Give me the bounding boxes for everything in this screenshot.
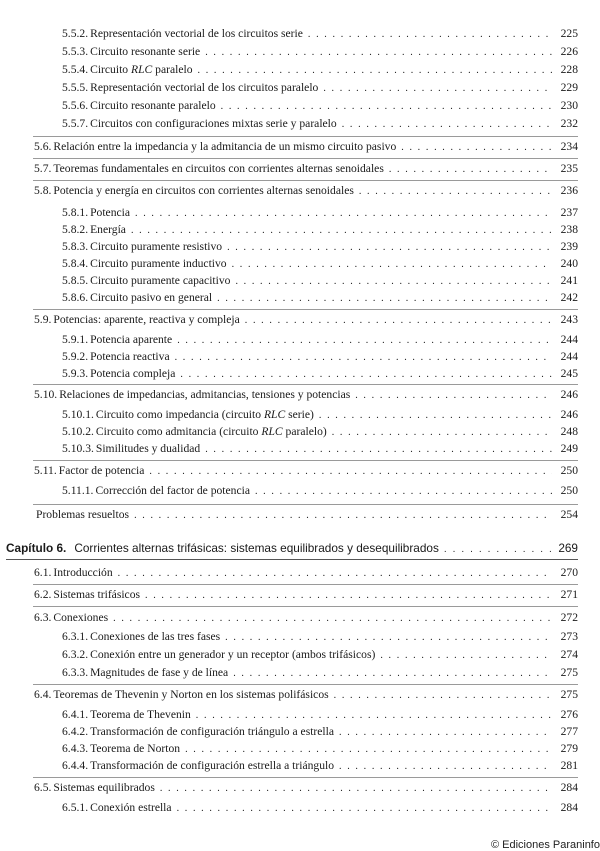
toc-title: Conexiones de las tres fases bbox=[90, 630, 221, 643]
toc-page: 249 bbox=[560, 442, 578, 455]
toc-page: 244 bbox=[560, 350, 578, 363]
toc-entry[interactable] bbox=[62, 665, 578, 681]
toc-title: Potencia aparente bbox=[90, 333, 173, 346]
toc-number: 5.8. bbox=[34, 184, 52, 197]
section-divider bbox=[33, 309, 578, 310]
toc-number: 6.4.3. bbox=[62, 742, 89, 755]
toc-page: 274 bbox=[560, 648, 578, 661]
toc-number: 5.9.3. bbox=[62, 367, 89, 380]
toc-page: 246 bbox=[560, 408, 578, 421]
toc-title: Teorema de Norton bbox=[90, 742, 181, 755]
toc-leader bbox=[339, 759, 552, 775]
toc-title: Representación vectorial de los circuitos serie bbox=[90, 27, 303, 40]
toc-entry[interactable] bbox=[62, 707, 578, 723]
toc-page: 240 bbox=[560, 257, 578, 270]
toc-title: Representación vectorial de los circuitos paralelo bbox=[90, 81, 319, 94]
toc-title: Sistemas trifásicos bbox=[53, 588, 141, 601]
chapter-number: Capítulo 6. bbox=[6, 541, 67, 555]
toc-leader bbox=[332, 425, 552, 441]
toc-leader bbox=[205, 45, 552, 61]
section-divider bbox=[33, 777, 578, 778]
toc-leader bbox=[118, 566, 552, 582]
toc-leader bbox=[308, 27, 552, 43]
toc-title: Potencia bbox=[90, 206, 131, 219]
toc-leader bbox=[221, 99, 552, 115]
toc-number: 5.8.3. bbox=[62, 240, 89, 253]
toc-page: 242 bbox=[560, 291, 578, 304]
toc-page: 284 bbox=[560, 801, 578, 814]
toc-number: 6.4.1. bbox=[62, 708, 89, 721]
toc-leader bbox=[177, 801, 552, 817]
toc-page: 279 bbox=[560, 742, 578, 755]
toc-entry[interactable] bbox=[34, 463, 578, 479]
toc-title: Factor de potencia bbox=[58, 464, 145, 477]
section-divider bbox=[33, 136, 578, 137]
toc-entry[interactable] bbox=[34, 610, 578, 626]
toc-entry[interactable] bbox=[62, 800, 578, 816]
toc-entry[interactable] bbox=[62, 44, 578, 60]
toc-page: 239 bbox=[560, 240, 578, 253]
toc-number: 5.5.3. bbox=[62, 45, 89, 58]
toc-entry[interactable] bbox=[34, 387, 578, 403]
toc-title: Teoremas de Thevenin y Norton en los sistemas polifásicos bbox=[53, 688, 329, 701]
toc-page: 250 bbox=[560, 484, 578, 497]
toc-leader bbox=[185, 742, 552, 758]
toc-title: Relación entre la impedancia y la admitancia de un mismo circuito pasivo bbox=[53, 140, 397, 153]
toc-title: Potencia reactiva bbox=[90, 350, 170, 363]
publisher-footer: © Ediciones Paraninfo bbox=[490, 839, 600, 851]
toc-number: 6.4.2. bbox=[62, 725, 89, 738]
toc-title: Conexión estrella bbox=[90, 801, 172, 814]
toc-number: 5.10.2. bbox=[62, 425, 94, 438]
chapter-divider bbox=[6, 559, 578, 560]
toc-entry[interactable] bbox=[62, 290, 578, 306]
toc-entry[interactable] bbox=[62, 80, 578, 96]
toc-number: 5.10. bbox=[34, 388, 58, 401]
toc-title: Transformación de configuración triángulo a estrella bbox=[90, 725, 335, 738]
toc-title: Magnitudes de fase y de línea bbox=[90, 666, 229, 679]
toc-leader bbox=[227, 240, 552, 256]
toc-title: Circuito como admitancia (circuito RLC paralelo) bbox=[95, 425, 327, 438]
toc-entry[interactable] bbox=[62, 366, 578, 382]
section-divider bbox=[33, 584, 578, 585]
toc-entry[interactable] bbox=[34, 507, 578, 523]
toc-entry[interactable] bbox=[62, 26, 578, 42]
toc-page: 250 bbox=[560, 464, 578, 477]
toc-entry[interactable] bbox=[62, 222, 578, 238]
toc-number: 5.8.1. bbox=[62, 206, 89, 219]
toc-number: 6.3.2. bbox=[62, 648, 89, 661]
toc-title: Potencia y energía en circuitos con corrientes alternas senoidales bbox=[53, 184, 354, 197]
toc-page: 225 bbox=[560, 27, 578, 40]
toc-entry[interactable] bbox=[62, 349, 578, 365]
toc-page: 271 bbox=[560, 588, 578, 601]
toc-page: 270 bbox=[560, 566, 578, 579]
toc-number: 5.8.6. bbox=[62, 291, 89, 304]
toc-title: Circuito puramente resistivo bbox=[90, 240, 223, 253]
toc-number: 5.9.2. bbox=[62, 350, 89, 363]
toc-page: 248 bbox=[560, 425, 578, 438]
toc-number: 6.4.4. bbox=[62, 759, 89, 772]
toc-page: 254 bbox=[560, 508, 578, 521]
toc-number: 5.7. bbox=[34, 162, 52, 175]
toc-leader bbox=[319, 408, 552, 424]
toc-page: 244 bbox=[560, 333, 578, 346]
toc-page: 275 bbox=[560, 666, 578, 679]
toc-leader bbox=[145, 588, 552, 604]
toc-entry[interactable] bbox=[34, 312, 578, 328]
toc-page: 272 bbox=[560, 611, 578, 624]
toc-leader bbox=[177, 333, 552, 349]
toc-title: Corrección del factor de potencia bbox=[95, 484, 250, 497]
toc-number: 6.1. bbox=[34, 566, 52, 579]
toc-title: Circuito resonante paralelo bbox=[90, 99, 216, 112]
toc-page: 236 bbox=[560, 184, 578, 197]
section-divider bbox=[33, 384, 578, 385]
toc-leader bbox=[255, 484, 552, 500]
toc-title: Conexiones bbox=[53, 611, 109, 624]
toc-entry[interactable] bbox=[34, 161, 578, 177]
toc-entry[interactable] bbox=[62, 741, 578, 757]
toc-number: 5.8.5. bbox=[62, 274, 89, 287]
toc-title: Teoremas fundamentales en circuitos con corrientes alternas senoidales bbox=[53, 162, 384, 175]
toc-entry[interactable] bbox=[62, 332, 578, 348]
toc-page: 246 bbox=[560, 388, 578, 401]
toc-leader bbox=[205, 442, 552, 458]
toc-title: Circuito RLC paralelo bbox=[90, 63, 193, 76]
toc-page: 226 bbox=[560, 45, 578, 58]
toc-number: 6.2. bbox=[34, 588, 52, 601]
section-divider bbox=[33, 158, 578, 159]
toc-entry[interactable] bbox=[62, 629, 578, 645]
toc-entry[interactable] bbox=[62, 273, 578, 289]
toc-entry[interactable] bbox=[34, 183, 578, 199]
toc-title: Circuito pasivo en general bbox=[90, 291, 213, 304]
toc-page: 275 bbox=[560, 688, 578, 701]
toc-leader bbox=[233, 666, 552, 682]
toc-number: 5.9.1. bbox=[62, 333, 89, 346]
toc-entry[interactable] bbox=[62, 205, 578, 221]
toc-entry[interactable] bbox=[62, 724, 578, 740]
toc-entry[interactable] bbox=[62, 98, 578, 114]
toc-entry[interactable] bbox=[34, 780, 578, 796]
toc-leader bbox=[175, 350, 552, 366]
toc-title: Energía bbox=[90, 223, 126, 236]
toc-number: 5.5.5. bbox=[62, 81, 89, 94]
toc-title: Circuito puramente capacitivo bbox=[90, 274, 231, 287]
toc-page: 243 bbox=[560, 313, 578, 326]
toc-entry[interactable] bbox=[62, 483, 578, 499]
toc-number: 5.5.6. bbox=[62, 99, 89, 112]
toc-leader bbox=[135, 206, 552, 222]
toc-leader bbox=[160, 781, 552, 797]
section-divider bbox=[33, 504, 578, 505]
toc-title: Transformación de configuración estrella a triángulo bbox=[90, 759, 335, 772]
toc-number: 5.10.1. bbox=[62, 408, 94, 421]
toc-leader bbox=[180, 367, 552, 383]
toc-page: 237 bbox=[560, 206, 578, 219]
toc-leader bbox=[131, 223, 552, 239]
toc-leader bbox=[245, 313, 552, 329]
toc-leader bbox=[235, 274, 552, 290]
toc-page: 230 bbox=[560, 99, 578, 112]
toc-number: 6.5. bbox=[34, 781, 52, 794]
toc-leader bbox=[444, 542, 552, 558]
toc-number: 6.4. bbox=[34, 688, 52, 701]
section-divider bbox=[33, 684, 578, 685]
chapter-title: Corrientes alternas trifásicas: sistemas equilibrados y desequilibrados bbox=[74, 541, 439, 555]
toc-number: 5.5.7. bbox=[62, 117, 89, 130]
toc-entry[interactable] bbox=[62, 239, 578, 255]
toc-leader bbox=[359, 184, 552, 200]
toc-entry[interactable] bbox=[62, 758, 578, 774]
toc-leader bbox=[339, 725, 552, 741]
toc-entry[interactable] bbox=[62, 441, 578, 457]
toc-title: Circuitos con configuraciones mixtas serie y paralelo bbox=[90, 117, 337, 130]
toc-number: 5.6. bbox=[34, 140, 52, 153]
toc-page: 238 bbox=[560, 223, 578, 236]
toc-title: Circuito puramente inductivo bbox=[90, 257, 227, 270]
toc-leader bbox=[232, 257, 552, 273]
toc-page: 235 bbox=[560, 162, 578, 175]
toc-leader bbox=[225, 630, 552, 646]
toc-entry[interactable] bbox=[62, 647, 578, 663]
toc-page: 273 bbox=[560, 630, 578, 643]
toc-page: 277 bbox=[560, 725, 578, 738]
toc-leader bbox=[334, 688, 552, 704]
toc-entry[interactable] bbox=[34, 687, 578, 703]
toc-number: 5.10.3. bbox=[62, 442, 94, 455]
chapter-heading[interactable] bbox=[6, 540, 578, 556]
toc-page: 276 bbox=[560, 708, 578, 721]
toc-number: 5.11.1. bbox=[62, 484, 94, 497]
toc-number: 5.8.2. bbox=[62, 223, 89, 236]
toc-entry[interactable] bbox=[62, 407, 578, 423]
toc-page: 281 bbox=[560, 759, 578, 772]
toc-page: 228 bbox=[560, 63, 578, 76]
toc-title: Teorema de Thevenin bbox=[90, 708, 191, 721]
toc-number: 6.3. bbox=[34, 611, 52, 624]
toc-page: 284 bbox=[560, 781, 578, 794]
toc-page: 241 bbox=[560, 274, 578, 287]
toc-number: 6.5.1. bbox=[62, 801, 89, 814]
toc-title: Potencias: aparente, reactiva y compleja bbox=[53, 313, 240, 326]
toc-entry[interactable] bbox=[62, 62, 578, 78]
toc-leader bbox=[196, 708, 552, 724]
toc-number: 5.5.4. bbox=[62, 63, 89, 76]
toc-leader bbox=[113, 611, 552, 627]
toc-number: 6.3.3. bbox=[62, 666, 89, 679]
toc-page: 269 bbox=[558, 541, 578, 555]
toc-entry[interactable] bbox=[34, 565, 578, 581]
toc-leader bbox=[149, 464, 552, 480]
toc-leader bbox=[198, 63, 553, 79]
toc-title: Circuito resonante serie bbox=[90, 45, 201, 58]
toc-title: Relaciones de impedancias, admitancias, tensiones y potencias bbox=[59, 388, 351, 401]
toc-entry[interactable] bbox=[62, 116, 578, 132]
toc-number: 5.11. bbox=[34, 464, 57, 477]
toc-leader bbox=[380, 648, 552, 664]
toc-leader bbox=[217, 291, 552, 307]
toc-page: 232 bbox=[560, 117, 578, 130]
toc-page: 229 bbox=[560, 81, 578, 94]
toc-number: 5.5.2. bbox=[62, 27, 89, 40]
toc-page: 234 bbox=[560, 140, 578, 153]
toc-title: Sistemas equilibrados bbox=[53, 781, 155, 794]
toc-leader bbox=[401, 140, 552, 156]
toc-leader bbox=[323, 81, 552, 97]
toc-title: Circuito como impedancia (circuito RLC serie) bbox=[95, 408, 314, 421]
section-divider bbox=[33, 180, 578, 181]
toc-leader bbox=[342, 117, 552, 133]
toc-page: 245 bbox=[560, 367, 578, 380]
section-divider bbox=[33, 606, 578, 607]
toc-title: Similitudes y dualidad bbox=[95, 442, 201, 455]
toc-leader bbox=[134, 508, 552, 524]
toc-title: Introducción bbox=[53, 566, 113, 579]
toc-number: 6.3.1. bbox=[62, 630, 89, 643]
toc-title: Potencia compleja bbox=[90, 367, 176, 380]
toc-entry[interactable] bbox=[34, 139, 578, 155]
toc-entry[interactable] bbox=[34, 587, 578, 603]
toc-number: 5.9. bbox=[34, 313, 52, 326]
toc-number: 5.8.4. bbox=[62, 257, 89, 270]
toc-title: Problemas resueltos bbox=[36, 508, 130, 521]
toc-leader bbox=[355, 388, 552, 404]
toc-entry[interactable] bbox=[62, 424, 578, 440]
toc-entry[interactable] bbox=[62, 256, 578, 272]
toc-leader bbox=[389, 162, 552, 178]
toc-title: Conexión entre un generador y un receptor (ambos trifásicos) bbox=[90, 648, 376, 661]
section-divider bbox=[33, 460, 578, 461]
